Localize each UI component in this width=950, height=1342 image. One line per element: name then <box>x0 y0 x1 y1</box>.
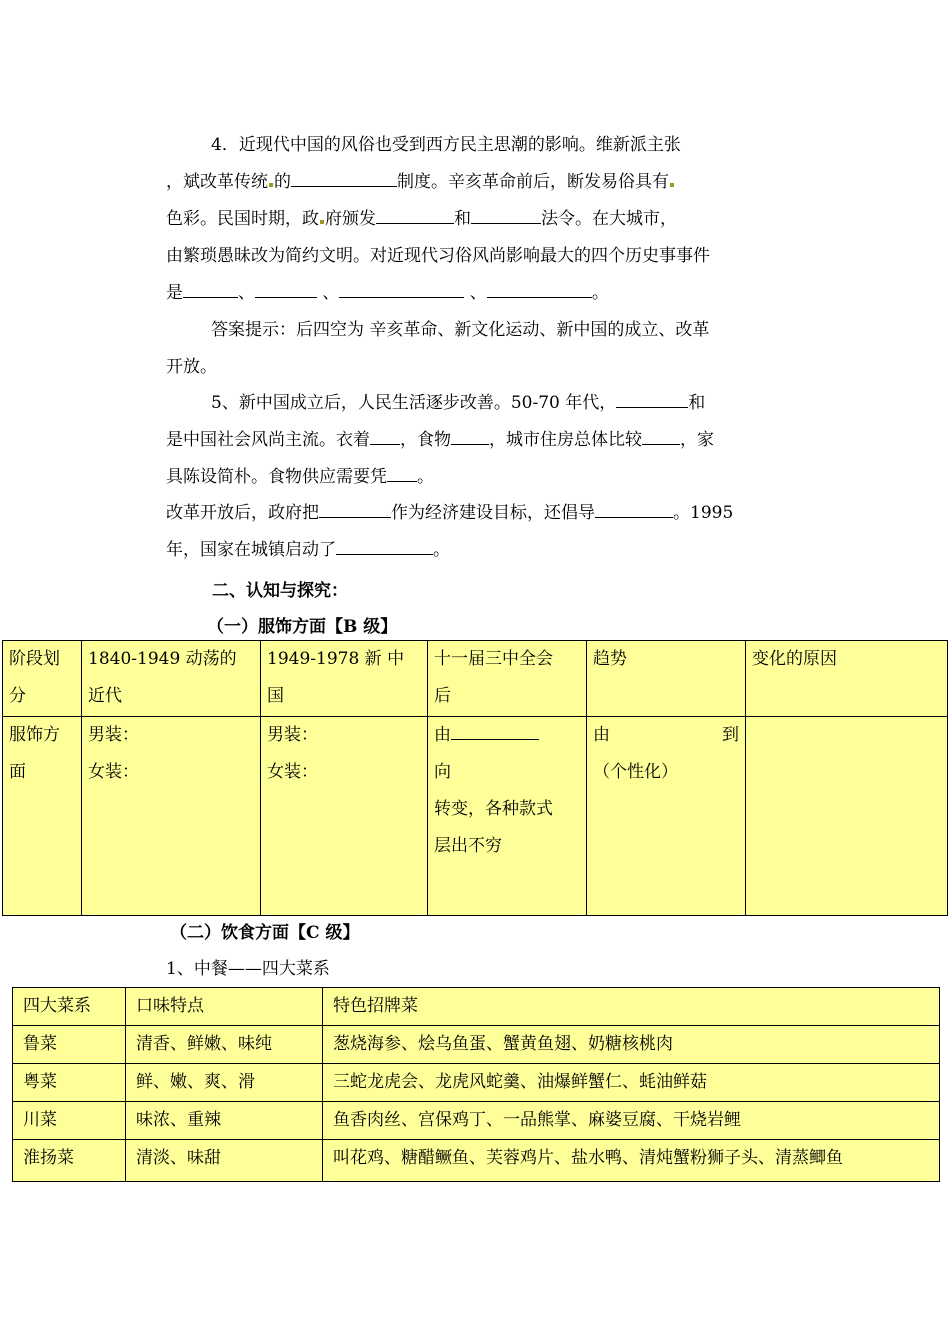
table-cell <box>428 717 587 916</box>
text: 、 <box>464 283 487 303</box>
text: （个性化） <box>593 762 678 782</box>
table-cell: 清香、鲜嫩、味纯 <box>126 1026 323 1064</box>
text: 1949-1978 新 中 <box>267 649 405 669</box>
text: 由 <box>434 725 451 745</box>
blank <box>642 426 680 445</box>
blank <box>183 279 238 298</box>
table-row <box>13 1064 940 1102</box>
blank <box>471 205 541 224</box>
text: 国 <box>267 686 284 706</box>
text: 年，国家在城镇启动了 <box>166 540 336 560</box>
subsection-chinese-cuisine: 1、中餐——四大菜系 <box>166 959 330 979</box>
table-cell: 鲜、嫩、爽、滑 <box>126 1064 323 1102</box>
text: 改革开放后，政府把 <box>166 503 319 523</box>
dot-mark <box>269 183 273 187</box>
text: 由繁琐愚昧改为简约文明。对近现代习俗风尚影响最大的四个历史事事件 <box>166 246 710 266</box>
text: 层出不穷 <box>434 836 502 856</box>
text: 男装： <box>88 725 139 745</box>
table-cell: 四大菜系 <box>13 988 126 1026</box>
text: 色彩。民国时期，政 <box>166 209 319 229</box>
table-cell <box>746 717 948 916</box>
blank <box>451 721 539 740</box>
text: 和 <box>688 393 706 413</box>
text: 答案提示：后四空为 辛亥革命、新文化运动、新中国的成立、改革 <box>211 320 710 340</box>
table-cell <box>587 641 746 717</box>
text: 后 <box>434 686 451 706</box>
table-cell: 清淡、味甜 <box>126 1140 323 1182</box>
text: 的 <box>274 172 291 192</box>
section-heading: 二、认知与探究： <box>212 581 348 601</box>
text: 趋势 <box>593 649 627 669</box>
text: 、 <box>317 283 340 303</box>
table-cell: 特色招牌菜 <box>323 988 940 1026</box>
text: ，食物 <box>400 430 451 450</box>
table-cell <box>746 641 948 717</box>
text: 府颁发 <box>325 209 376 229</box>
cell-line <box>593 717 739 754</box>
blank <box>595 499 673 518</box>
cuisine-table <box>12 987 940 1182</box>
table-cell: 味浓、重辣 <box>126 1102 323 1140</box>
q5-line5 <box>166 532 786 569</box>
text: 。1995 <box>673 503 734 523</box>
table-row <box>3 717 948 916</box>
text: 转变，各种款式 <box>434 799 553 819</box>
blank <box>291 168 397 187</box>
table-cell: 鲁菜 <box>13 1026 126 1064</box>
table-cell: 口味特点 <box>126 988 323 1026</box>
text: 到 <box>722 725 739 745</box>
text: 法令。在大城市， <box>541 209 677 229</box>
cell-line <box>434 717 580 754</box>
blank <box>319 499 391 518</box>
text: 5、新中国成立后，人民生活逐步改善。50-70 年代， <box>211 393 617 413</box>
text: 4．近现代中国的风俗也受到西方民主思潮的影响。维新派主张 <box>211 135 681 155</box>
table-row <box>13 1026 940 1064</box>
text: 女装： <box>267 762 318 782</box>
q4-line4 <box>166 238 786 275</box>
table-row <box>13 1102 940 1140</box>
dot-mark <box>670 183 674 187</box>
q5-line4 <box>166 495 786 532</box>
text: 、 <box>238 283 255 303</box>
text: 男装： <box>267 725 318 745</box>
table-cell <box>82 641 261 717</box>
table-cell: 葱烧海参、烩乌鱼蛋、蟹黄鱼翅、奶糖核桃肉 <box>323 1026 940 1064</box>
clothing-table <box>2 640 948 916</box>
q4-line3 <box>166 201 786 238</box>
q5-line3 <box>166 459 786 496</box>
text: 近代 <box>88 686 122 706</box>
text: 女装： <box>88 762 139 782</box>
table-row <box>13 1140 940 1182</box>
text: ，斌改革传统 <box>166 172 268 192</box>
blank <box>370 426 400 445</box>
text: 。 <box>591 283 609 303</box>
table-cell: 鱼香肉丝、宫保鸡丁、一品熊掌、麻婆豆腐、干烧岩鲤 <box>323 1102 940 1140</box>
text: 阶段划 <box>9 649 60 669</box>
table-cell <box>587 717 746 916</box>
text: ，城市住房总体比较 <box>489 430 642 450</box>
text: 1840-1949 动荡的 <box>88 649 237 669</box>
blank <box>387 463 417 482</box>
text: 十一届三中全会 <box>434 649 553 669</box>
text: 作为经济建设目标，还倡导 <box>391 503 595 523</box>
table-cell: 叫花鸡、糖醋鳜鱼、芙蓉鸡片、盐水鸭、清炖蟹粉狮子头、清蒸鲫鱼 <box>323 1140 940 1182</box>
q4-line1 <box>166 127 786 164</box>
text: 是 <box>166 283 183 303</box>
text: 变化的原因 <box>752 649 837 669</box>
blank <box>376 205 454 224</box>
table-cell <box>3 717 82 916</box>
text: 。 <box>433 540 450 560</box>
text: 面 <box>9 762 26 782</box>
table-cell <box>428 641 587 717</box>
table-cell: 川菜 <box>13 1102 126 1140</box>
hint-line1 <box>166 312 786 349</box>
q5-line2 <box>166 422 786 459</box>
text: 是中国社会风尚主流。衣着 <box>166 430 370 450</box>
text: 具陈设简朴。食物供应需要凭 <box>166 467 387 487</box>
subsection-clothing: （一）服饰方面【B 级】 <box>207 617 398 637</box>
q4-line2 <box>166 164 786 201</box>
text: 向 <box>434 762 451 782</box>
blank <box>616 389 688 408</box>
blank <box>255 279 317 298</box>
text: 。 <box>417 467 434 487</box>
text: 开放。 <box>166 357 217 377</box>
dot-mark <box>320 220 324 224</box>
blank <box>336 536 433 555</box>
table-cell: 淮扬菜 <box>13 1140 126 1182</box>
blank <box>487 279 592 298</box>
text: 和 <box>454 209 471 229</box>
text: 由 <box>593 725 610 745</box>
blank <box>451 426 489 445</box>
table-cell <box>261 717 428 916</box>
table-cell: 三蛇龙虎会、龙虎风蛇羹、油爆鲜蟹仁、蚝油鲜菇 <box>323 1064 940 1102</box>
text: ，家 <box>680 430 714 450</box>
text: 服饰方 <box>9 725 60 745</box>
text: 制度。辛亥革命前后，断发易俗具有 <box>397 172 669 192</box>
table-row <box>3 641 948 717</box>
table-row <box>13 988 940 1026</box>
table-cell <box>261 641 428 717</box>
table-cell <box>3 641 82 717</box>
table-cell: 粤菜 <box>13 1064 126 1102</box>
q4-line5 <box>166 275 786 312</box>
text: 分 <box>9 686 26 706</box>
table-cell <box>82 717 261 916</box>
subsection-food: （二）饮食方面【C 级】 <box>170 923 360 943</box>
blank <box>339 279 464 298</box>
q5-line1 <box>166 385 786 422</box>
hint-line2 <box>166 349 786 386</box>
